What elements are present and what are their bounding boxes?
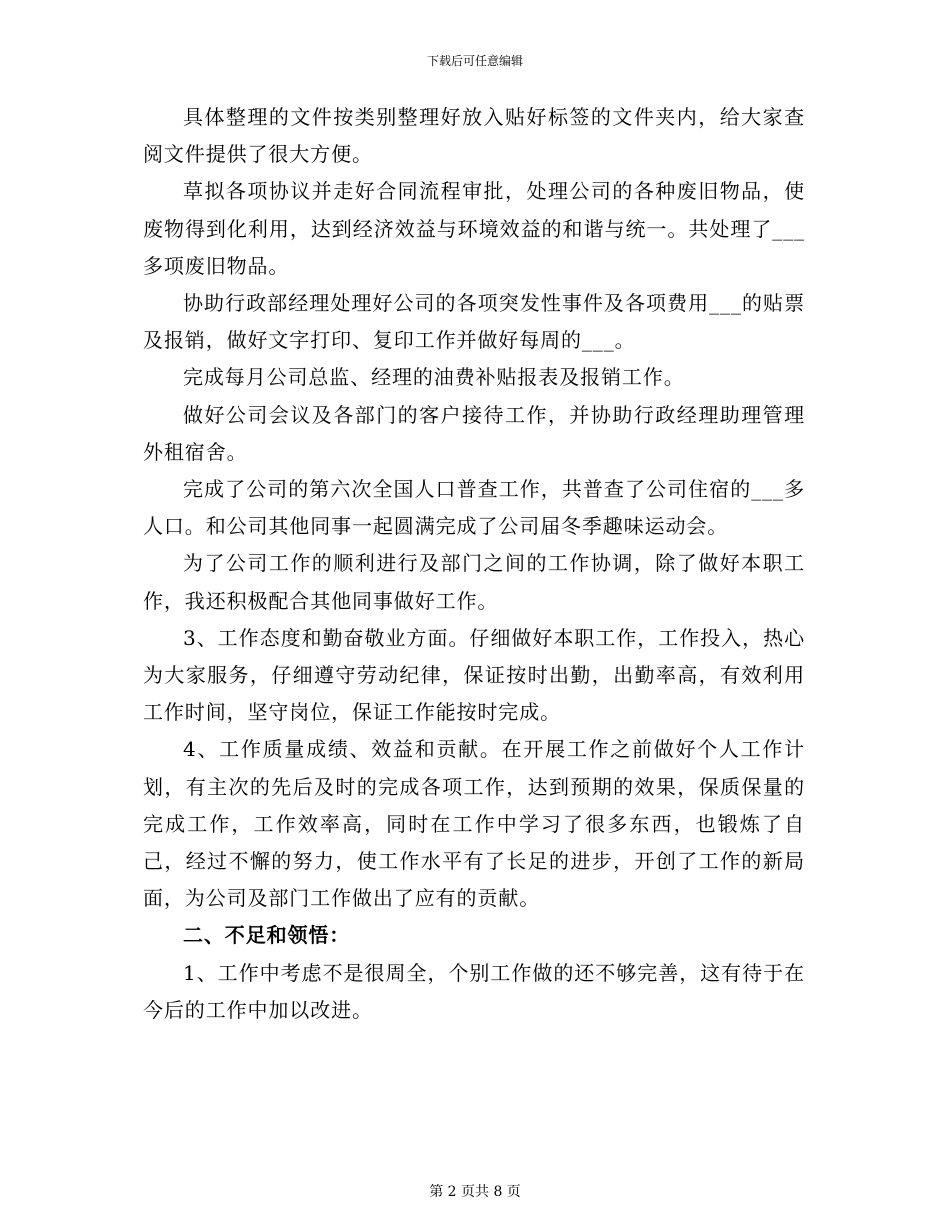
paragraph-filing: 具体整理的文件按类别整理好放入贴好标签的文件夹内，给大家查阅文件提供了很大方便。: [143, 105, 805, 167]
paragraph-work-quality: 4、工作质量成绩、效益和贡献。在开展工作之前做好个人工作计划，有主次的先后及时的完成各项工作，达到预期的效果，保质保量的完成工作，工作效率高，同时在工作中学习了很多东西，也锻炼了自己，经过不懈的努力，使工作水平有了长足的进步，开创了工作的新局面，为公司及部门工作做出了应有的贡献。: [143, 737, 805, 911]
paragraph-expenses: 协助行政部经理处理好公司的各项突发性事件及各项费用___的贴票及报销，做好文字打印、复印工作并做好每周的___。: [143, 291, 805, 353]
paragraph-fuel-subsidy: 完成每月公司总监、经理的油费补贴报表及报销工作。: [183, 365, 685, 390]
page-footer: 第 2 页共 8 页: [429, 1184, 521, 1200]
paragraph-shortcoming-1: 1、工作中考虑不是很周全，个别工作做的还不够完善，这有待于在今后的工作中加以改进。: [143, 960, 805, 1022]
paragraph-coordination: 为了公司工作的顺利进行及部门之间的工作协调，除了做好本职工作，我还积极配合其他同事做好工作。: [143, 551, 805, 613]
paragraph-work-attitude: 3、工作态度和勤奋敬业方面。仔细做好本职工作，工作投入，热心为大家服务，仔细遵守劳动纪律，保证按时出勤，出勤率高，有效利用工作时间，坚守岗位，保证工作能按时完成。: [143, 625, 805, 725]
section-heading-shortcomings: 二、不足和领悟：: [183, 923, 351, 948]
paragraph-census: 完成了公司的第六次全国人口普查工作，共普查了公司住宿的___多人口。和公司其他同事一起圆满完成了公司届冬季趣味运动会。: [143, 477, 805, 539]
paragraph-agreements: 草拟各项协议并走好合同流程审批，处理公司的各种废旧物品，使废物得到化利用，达到经济效益与环境效益的和谐与统一。共处理了___多项废旧物品。: [143, 179, 805, 278]
page-header: 下载后可任意编辑: [426, 54, 523, 68]
paragraph-meetings: 做好公司会议及各部门的客户接待工作，并协助行政经理助理管理外租宿舍。: [143, 402, 805, 464]
document-body: [143, 99, 805, 1029]
